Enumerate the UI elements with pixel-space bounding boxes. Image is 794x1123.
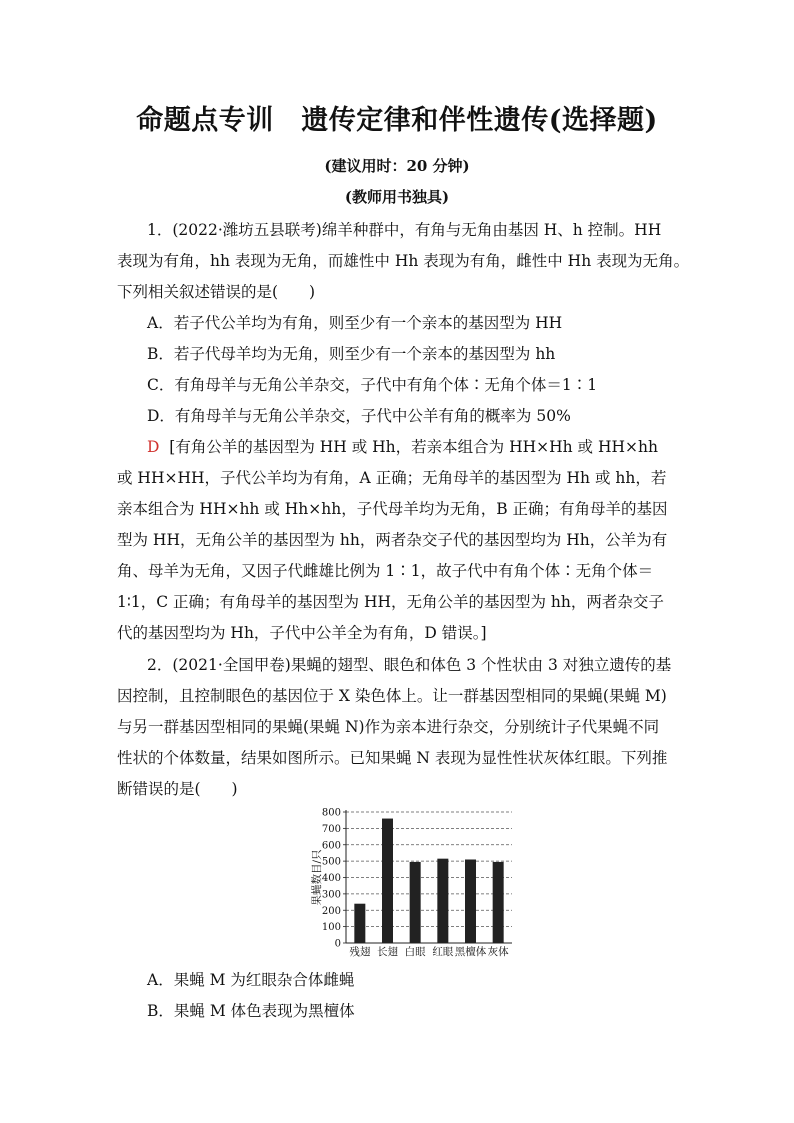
q2-stem-line-3: 与另一群基因型相同的果蝇(果蝇 N)作为亲本进行杂交，分别统计子代果蝇不同 xyxy=(117,718,660,736)
q1-explanation-line-7: 代的基因型均为 Hh，子代中公羊全为有角，D 错误。] xyxy=(117,624,487,642)
q1-explanation-line-1 xyxy=(147,435,658,457)
q1-explanation-start: [有角公羊的基因型为 HH 或 Hh，若亲本组合为 HH×Hh 或 HH×hh xyxy=(169,438,658,456)
y-tick-label: 600 xyxy=(321,840,341,852)
y-tick-label: 100 xyxy=(321,922,341,934)
bar-1 xyxy=(354,904,365,943)
bar-6 xyxy=(493,862,504,943)
q1-option-c: C．有角母羊与无角公羊杂交，子代中有角个体∶无角个体＝1∶1 xyxy=(147,376,598,394)
category-label: 残翅 xyxy=(349,946,371,958)
q1-explanation-line-4: 型为 HH，无角公羊的基因型为 hh，两者杂交子代的基因型均为 Hh，公羊为有 xyxy=(117,531,668,549)
q1-stem-line-3: 下列相关叙述错误的是( ) xyxy=(117,283,316,301)
q1-explanation-line-6: 1∶1，C 正确；有角母羊的基因型为 HH，无角公羊的基因型为 hh，两者杂交子 xyxy=(117,593,664,611)
q1-explanation-line-3: 亲本组合为 HH×hh 或 Hh×hh，子代母羊均为无角，B 正确；有角母羊的基因 xyxy=(117,500,668,518)
category-label: 灰体 xyxy=(487,946,509,958)
chart-svg xyxy=(300,800,520,965)
q1-option-d: D．有角母羊与无角公羊杂交，子代中公羊有角的概率为 50% xyxy=(147,407,571,425)
category-label: 红眼 xyxy=(432,946,454,958)
category-label: 长翅 xyxy=(377,946,398,958)
bar-4 xyxy=(437,859,448,943)
category-label: 白眼 xyxy=(404,946,426,958)
y-tick-label: 800 xyxy=(321,807,341,819)
y-axis-label: 果蝇数目/只 xyxy=(311,849,323,906)
y-tick-label: 300 xyxy=(321,889,341,901)
fruit-fly-bar-chart xyxy=(300,800,520,965)
bar-3 xyxy=(410,862,421,943)
recommended-time: (建议用时：20 分钟) xyxy=(324,157,470,175)
q2-option-b: B．果蝇 M 体色表现为黑檀体 xyxy=(147,1002,355,1020)
teacher-edition-note: (教师用书独具) xyxy=(344,188,450,206)
q2-stem-line-4: 性状的个体数量，结果如图所示。已知果蝇 N 表现为显性性状灰体红眼。下列推 xyxy=(117,749,668,767)
q1-stem-line-1: 1．(2022·潍坊五县联考)绵羊种群中，有角与无角由基因 H、h 控制。HH xyxy=(147,221,662,239)
bar-2 xyxy=(382,819,393,943)
y-tick-label: 500 xyxy=(321,856,341,868)
page-title: 命题点专训 遗传定律和伴性遗传(选择题) xyxy=(136,105,658,136)
category-label: 黑檀体 xyxy=(454,946,487,958)
y-tick-label: 0 xyxy=(334,938,341,950)
q1-stem-line-2: 表现为有角，hh 表现为无角，而雄性中 Hh 表现为有角，雌性中 Hh 表现为无角。 xyxy=(117,252,690,270)
bar-5 xyxy=(465,859,476,943)
q1-option-b: B．若子代母羊均为无角，则至少有一个亲本的基因型为 hh xyxy=(147,345,556,363)
q1-answer: D xyxy=(147,438,160,456)
q1-explanation-line-5: 角、母羊为无角，又因子代雌雄比例为 1∶1，故子代中有角个体∶无角个体＝ xyxy=(117,562,654,580)
q2-stem-line-2: 因控制，且控制眼色的基因位于 X 染色体上。让一群基因型相同的果蝇(果蝇 M) xyxy=(117,687,667,705)
q1-option-a: A．若子代公羊均为有角，则至少有一个亲本的基因型为 HH xyxy=(147,314,563,332)
y-tick-label: 400 xyxy=(321,873,341,884)
y-tick-label: 700 xyxy=(321,823,341,835)
q2-stem-line-1: 2．(2021·全国甲卷)果蝇的翅型、眼色和体色 3 个性状由 3 对独立遗传的基 xyxy=(147,656,672,674)
q1-explanation-line-2: 或 HH×HH，子代公羊均为有角，A 正确；无角母羊的基因型为 Hh 或 hh，若 xyxy=(117,469,667,487)
y-tick-label: 200 xyxy=(321,905,341,917)
q2-stem-line-5: 断错误的是( ) xyxy=(117,780,238,798)
q2-option-a: A．果蝇 M 为红眼杂合体雌蝇 xyxy=(147,971,355,989)
